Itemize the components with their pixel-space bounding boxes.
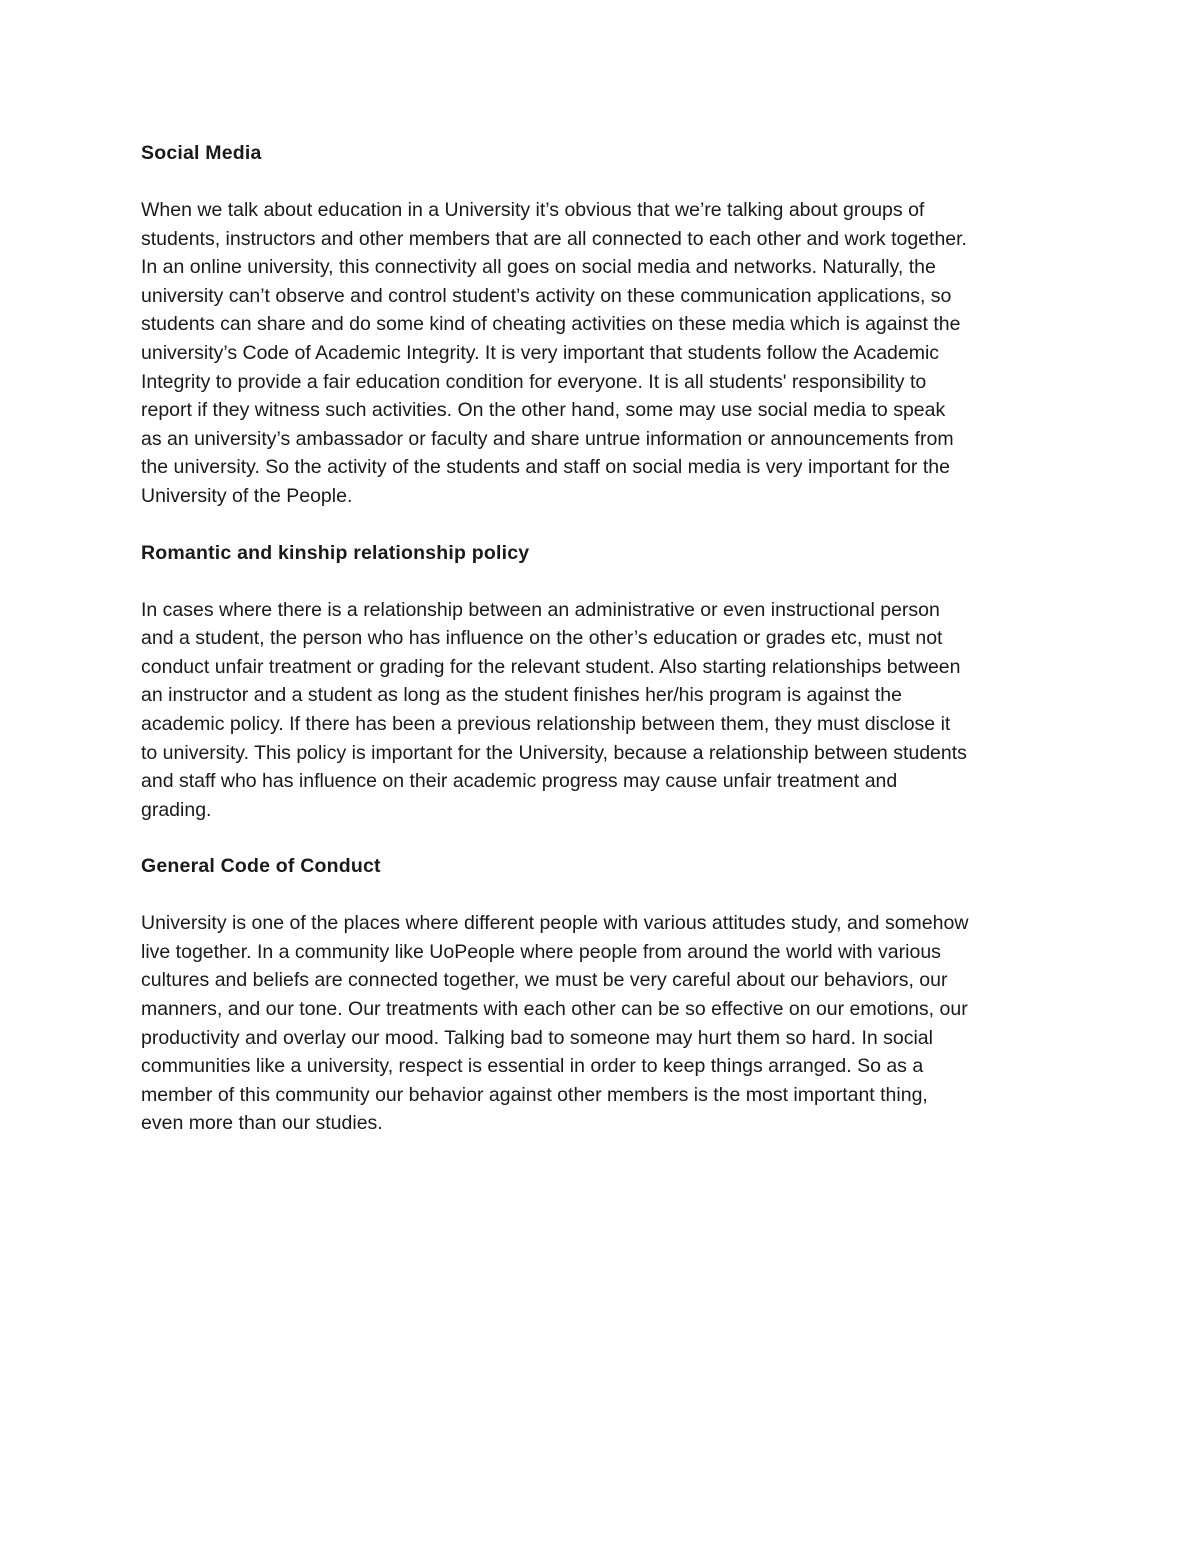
section-heading: Social Media — [141, 142, 262, 164]
section-paragraph: In cases where there is a relationship between an administrative or even instructional person and a student, the person who has influence on the other’s education or grades etc, must not conduct unfair treatment or grading for the relevant student. Also starting relationships between an instructor and a student as long as the student finishes her/his program is against the academic policy. If there has been a previous relationship between them, they must disclose it to university. This policy is important for the University, because a relationship between students and staff who has influence on their academic progress may cause unfair treatment and grading. — [141, 598, 967, 821]
section-social-media — [141, 139, 1066, 511]
document-content — [141, 139, 1066, 1166]
section-paragraph: University is one of the places where different people with various attitudes study, and somehow live together. In a community like UoPeople where people from around the world with various cultures and beliefs are connected together, we must be very careful about our behaviors, our manners, and our tone. Our treatments with each other can be so effective on our emotions, our productivity and overlay our mood. Talking bad to someone may hurt them so hard. In social communities like a university, respect is essential in order to keep things arranged. So as a member of this community our behavior against other members is the most important thing, even more than our studies. — [141, 912, 969, 1135]
section-heading: General Code of Conduct — [141, 855, 381, 878]
section-general-code-of-conduct — [141, 852, 1066, 1138]
section-romantic-kinship-policy — [141, 539, 1066, 825]
section-heading: Romantic and kinship relationship policy — [141, 541, 530, 564]
section-paragraph: When we talk about education in a University it’s obvious that we’re talking about groups of students, instructors and other members that are all connected to each other and work together. In an online university, this connectivity all goes on social media and networks. Naturally, the university can’t observe and control student’s activity on these communication applications, so students can share and do some kind of cheating activities on these media which is against the university’s Code of Academic Integrity. It is very important that students follow the Academic Integrity to provide a fair education condition for everyone. It is all students' responsibility to report if they witness such activities. On the other hand, some may use social media to speak as an university’s ambassador or faculty and share untrue information or announcements from the university. So the activity of the students and staff on social media is very important for the University of the People. — [141, 199, 967, 507]
